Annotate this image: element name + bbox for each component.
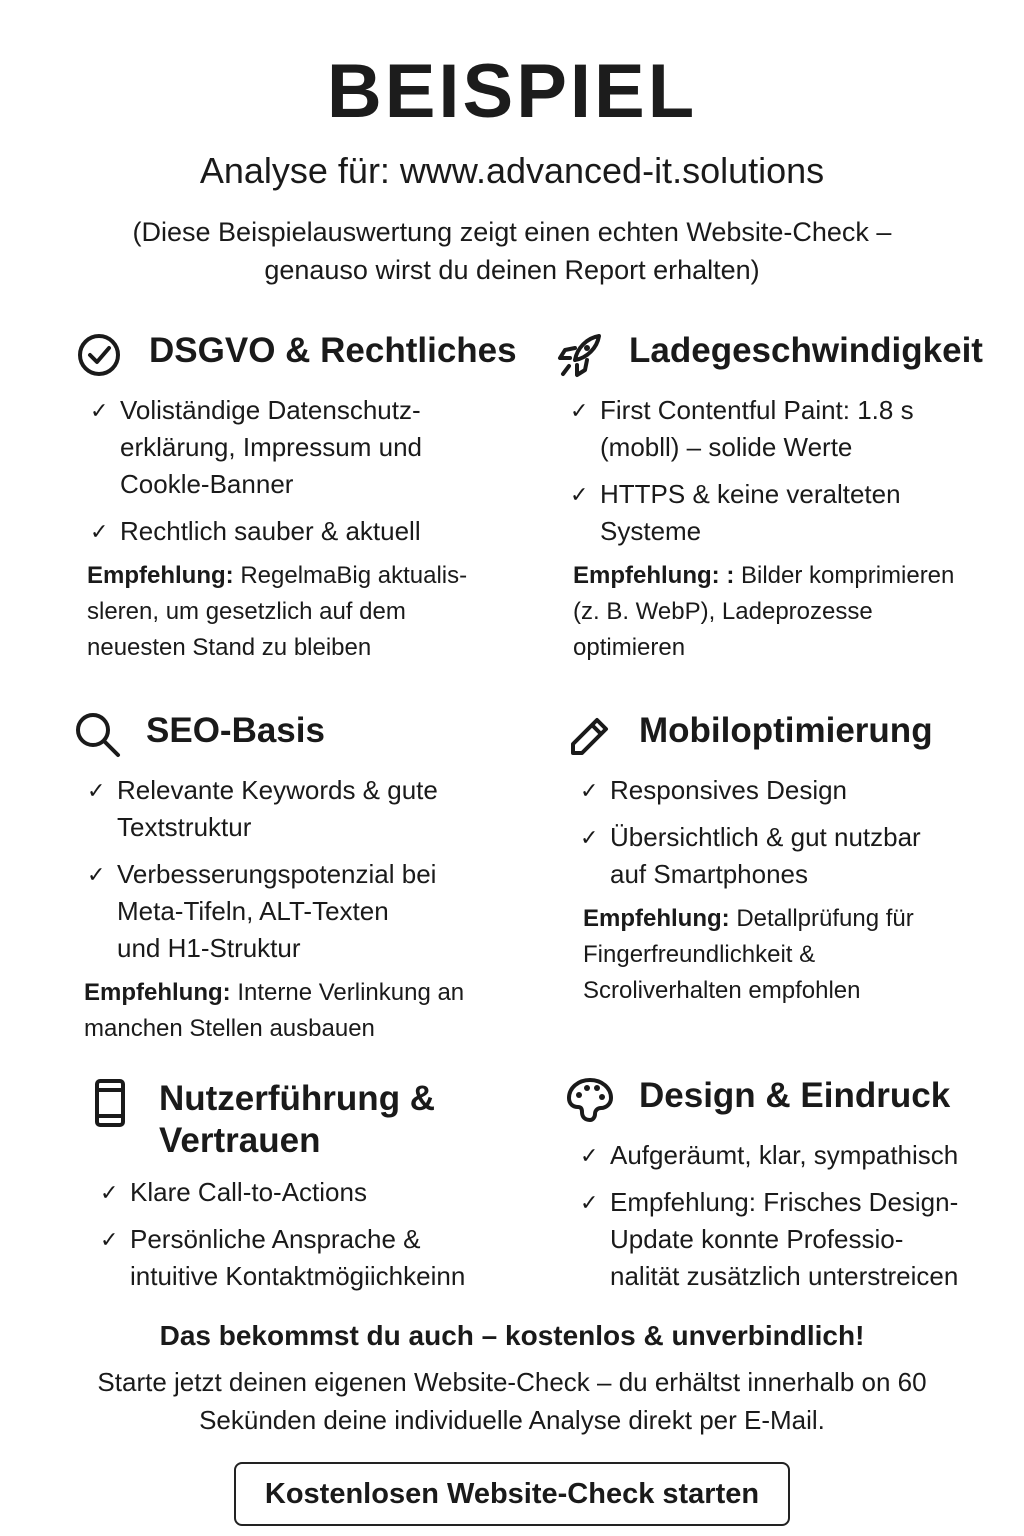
list-item <box>87 856 522 967</box>
bullet-text: HTTPS & keine veralteten Systeme <box>600 479 901 546</box>
checkmark-icon: ✓ <box>90 519 109 544</box>
smartphone-icon <box>85 1078 135 1128</box>
rocket-icon <box>555 330 605 380</box>
list-item <box>90 392 525 503</box>
bullet-text: Persönliche Ansprache & intuitive Kontaktmögiichkeinn <box>130 1224 466 1291</box>
bullet-text: Verbesserungspotenzial bei Meta-Tifeln, ALT-Texten und H1-Struktur <box>117 859 437 963</box>
recommendation-label: Empfehlung: : <box>573 562 735 589</box>
list-item <box>87 772 522 846</box>
bullet-text: First Contentful Paint: 1.8 s (mobll) – solide Werte <box>600 395 914 462</box>
section-mobiloptimierung <box>565 710 1015 1009</box>
recommendation <box>573 558 1005 666</box>
list-item <box>100 1174 535 1211</box>
recommendation-label: Empfehlung: <box>87 562 234 589</box>
recommendation <box>87 558 525 666</box>
start-website-check-button[interactable]: Kostenlosen Website-Check starten <box>234 1462 790 1526</box>
search-icon <box>72 710 122 760</box>
checkmark-icon: ✓ <box>570 398 589 423</box>
section-header <box>75 330 525 380</box>
checkmark-icon: ✓ <box>87 778 106 803</box>
bullet-list <box>580 1137 1015 1295</box>
bullet-text: Empfehlung: Frisches Design- Update konnte Professio- nalität zusätzlich unterstreicen <box>610 1187 959 1291</box>
list-item <box>100 1221 535 1295</box>
bullet-list <box>580 772 1015 893</box>
recommendation-label: Empfehlung: <box>583 905 730 932</box>
checkmark-icon: ✓ <box>90 398 109 423</box>
recommendation-text: RegelmaBig aktualis- sleren, um gesetzlich auf dem neuesten Stand zu bleiben <box>87 562 468 661</box>
bullet-text: Responsives Design <box>610 775 848 805</box>
section-title: DSGVO & Rechtliches <box>149 331 517 370</box>
section-seo <box>72 710 522 1047</box>
section-title: Nutzerführung & Vertrauen <box>159 1079 436 1160</box>
intro-text: (Diese Beispielauswertung zeigt einen echten Website-Check – genauso wirst du deinen Report erhalten) <box>132 217 892 285</box>
list-item <box>570 476 1005 550</box>
section-title: Design & Eindruck <box>639 1076 951 1115</box>
checkmark-icon: ✓ <box>100 1180 119 1205</box>
bullet-list <box>90 392 525 550</box>
analysis-subtitle: Analyse für: www.advanced-it.solutions <box>199 150 825 191</box>
section-ladegeschwindigkeit <box>555 330 1005 666</box>
cta-text: Starte jetzt deinen eigenen Website-Check – du erhältst innerhalb on 60 Sekünden deine individuelle Analyse direkt per E-Mail. <box>97 1367 927 1435</box>
list-item <box>570 392 1005 466</box>
list-item <box>580 772 1015 809</box>
recommendation-label: Empfehlung: <box>84 979 231 1006</box>
checkmark-icon: ✓ <box>580 1143 599 1168</box>
bullet-text: Klare Call-to-Actions <box>130 1177 367 1207</box>
recommendation-text: Interne Verlinkung an manchen Stellen ausbauen <box>84 979 465 1042</box>
recommendation-text: Bilder komprimieren (z. B. WebP), Ladeprozesse optimieren <box>573 562 955 661</box>
section-header <box>555 330 1005 380</box>
palette-icon <box>565 1075 615 1125</box>
bullet-list <box>100 1174 535 1295</box>
checkmark-icon: ✓ <box>580 825 599 850</box>
check-circle-icon <box>75 330 125 380</box>
checkmark-icon: ✓ <box>580 1190 599 1215</box>
section-header <box>565 1075 1015 1125</box>
bullet-text: Aufgeräumt, klar, sympathisch <box>610 1140 959 1170</box>
recommendation <box>84 975 522 1047</box>
section-header <box>565 710 1015 760</box>
bullet-text: Rechtlich sauber & aktuell <box>120 516 421 546</box>
checkmark-icon: ✓ <box>570 482 589 507</box>
list-item <box>90 513 525 550</box>
page-title: BEISPIEL <box>326 49 698 134</box>
bullet-text: Voliständige Datenschutz- erklärung, Impressum und Cookle-Banner <box>120 395 423 499</box>
list-item <box>580 1184 1015 1295</box>
checkmark-icon: ✓ <box>87 862 106 887</box>
section-design <box>565 1075 1015 1305</box>
bullet-list <box>87 772 522 967</box>
section-header <box>85 1078 535 1162</box>
checkmark-icon: ✓ <box>580 778 599 803</box>
recommendation-text: Detallprüfung für Fingerfreundlichkeit & Scroliverhalten empfohlen <box>583 905 914 1004</box>
pencil-icon <box>565 710 615 760</box>
section-header <box>72 710 522 760</box>
checkmark-icon: ✓ <box>100 1227 119 1252</box>
recommendation <box>583 901 1015 1009</box>
bullet-list <box>570 392 1005 550</box>
bullet-text: Relevante Keywords & gute Textstruktur <box>117 775 438 842</box>
section-title: Ladegeschwindigkeit <box>629 331 983 370</box>
section-nutzerfuehrung <box>85 1078 535 1305</box>
section-title: SEO-Basis <box>146 711 325 750</box>
list-item <box>580 819 1015 893</box>
cta-heading: Das bekommst du auch – kostenlos & unverbindlich! <box>159 1320 865 1351</box>
section-dsgvo <box>75 330 525 666</box>
list-item <box>580 1137 1015 1174</box>
section-title: Mobiloptimierung <box>639 711 933 750</box>
bullet-text: Übersichtlich & gut nutzbar auf Smartphones <box>610 822 921 889</box>
